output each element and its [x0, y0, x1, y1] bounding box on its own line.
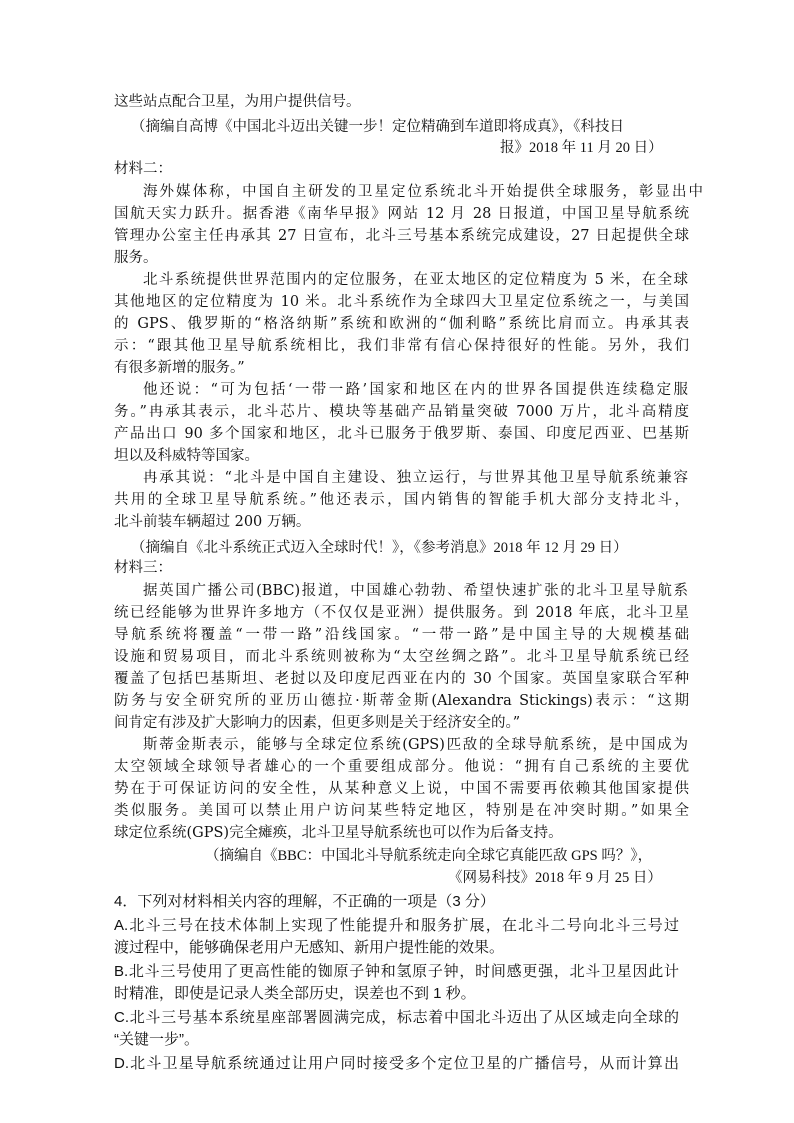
- option-b-line-2: 时精准，即使是记录人类全部历史，误差也不到 1 秒。: [114, 985, 476, 1002]
- m3-p1-line-1: 据英国广播公司(BBC)报道，中国雄心勃勃、希望快速扩张的北斗卫星导航系: [143, 583, 688, 599]
- material3-citation-line-2: 《网易科技》2018 年 9 月 25 日）: [448, 870, 662, 886]
- m2-p2-line-1: 北斗系统提供世界范围内的定位服务，在亚太地区的定位精度为 5 米，在全球: [143, 272, 688, 288]
- m3-p1-line-3: 导航系统将覆盖“一带一路”沿线国家。“一带一路”是中国主导的大规模基础: [114, 627, 689, 643]
- m3-p2-line-2: 太空领域全球领导者雄心的一个重要组成部分。他说：“拥有自己系统的主要优: [114, 759, 689, 775]
- option-d-line-1: D.北斗卫星导航系统通过让用户同时接受多个定位卫星的广播信号，从而计算出: [114, 1055, 679, 1072]
- m2-p1-line-2: 国航天实力跃升。据香港《南华早报》网站 12 月 28 日报道，中国卫星导航系统: [114, 206, 689, 222]
- m2-p3-line-4: 坦以及科威特等国家。: [114, 448, 259, 464]
- intro-line: 这些站点配合卫星，为用户提供信号。: [114, 94, 361, 110]
- m3-p2-line-5: 球定位系统(GPS)完全瘫痪，北斗卫星导航系统也可以作为后备支持。: [114, 825, 563, 841]
- option-c-line-1: C.北斗三号基本系统星座部署圆满完成，标志着中国北斗迈出了从区域走向全球的: [114, 1009, 679, 1026]
- intro-citation-line-1: （摘编自高博《中国北斗迈出关键一步！定位精确到车道即将成真》，《科技日: [131, 119, 624, 135]
- material2-citation: （摘编自《北斗系统正式迈入全球时代！》，《参考消息》2018 年 12 月 29 日）: [131, 540, 628, 556]
- m3-p1-line-2: 统已经能够为世界许多地方（不仅仅是亚洲）提供服务。到 2018 年底，北斗卫星: [114, 605, 689, 621]
- m3-p1-line-7: 间肯定有涉及扩大影响力的因素，但更多则是关于经济安全的。”: [114, 715, 521, 731]
- m2-p2-line-2: 其他地区的定位精度为 10 米。北斗系统作为全球四大卫星定位系统之一，与美国: [114, 294, 689, 310]
- m2-p3-line-1: 他还说：“可为包括‘一带一路’国家和地区在内的世界各国提供连续稳定服: [143, 382, 688, 398]
- material2-heading: 材料二：: [114, 161, 172, 177]
- question-4-stem: 4．下列对材料相关内容的理解，不正确的一项是（3 分）: [114, 893, 495, 910]
- m2-p2-line-5: 有很多新增的服务。”: [114, 360, 245, 376]
- option-a-line-1: A.北斗三号在技术体制上实现了性能提升和服务扩展，在北斗二号向北斗三号过: [114, 917, 679, 934]
- intro-citation-line-2: 报》2018 年 11 月 20 日）: [500, 140, 663, 156]
- m3-p1-line-4: 设施和贸易项目，而北斗系统则被称为“太空丝绸之路”。北斗卫星导航系统已经: [114, 649, 689, 665]
- m3-p2-line-3: 势在于可保证访问的安全性，从某种意义上说，中国不需要再依赖其他国家提供: [114, 781, 689, 797]
- option-a-line-2: 渡过程中，能够确保老用户无感知、新用户提性能的效果。: [114, 939, 505, 956]
- m3-p2-line-4: 类似服务。美国可以禁止用户访问某些特定地区，特别是在冲突时期。”如果全: [114, 803, 689, 819]
- m3-p2-line-1: 斯蒂金斯表示，能够与全球定位系统(GPS)匹敌的全球导航系统，是中国成为: [143, 737, 688, 753]
- m2-p2-line-3: 的 GPS、俄罗斯的“格洛纳斯”系统和欧洲的“伽利略”系统比肩而立。冉承其表: [114, 316, 689, 332]
- option-b-line-1: B.北斗三号使用了更高性能的铷原子钟和氢原子钟，时间感更强，北斗卫星因此计: [114, 963, 679, 980]
- m2-p1-line-1: 海外媒体称，中国自主研发的卫星定位系统北斗开始提供全球服务，彰显出中: [143, 184, 703, 200]
- m2-p3-line-2: 务。”冉承其表示，北斗芯片、模块等基础产品销量突破 7000 万片，北斗高精度: [114, 404, 689, 420]
- m3-p1-line-5: 覆盖了包括巴基斯坦、老挝以及印度尼西亚在内的 30 个国家。英国皇家联合军种: [114, 671, 689, 687]
- material3-heading: 材料三：: [114, 560, 172, 576]
- material3-citation-line-1: （摘编自《BBC：中国北斗导航系统走向全球它真能匹敌 GPS 吗？》，: [205, 848, 653, 864]
- m3-p1-line-6: 防务与安全研究所的亚历山德拉·斯蒂金斯(Alexandra Stickings)表示：“这期: [114, 693, 689, 709]
- m2-p4-line-3: 北斗前装车辆超过 200 万辆。: [114, 514, 311, 530]
- m2-p4-line-2: 共用的全球卫星导航系统。”他还表示，国内销售的智能手机大部分支持北斗，: [114, 492, 689, 508]
- m2-p4-line-1: 冉承其说：“北斗是中国自主建设、独立运行，与世界其他卫星导航系统兼容: [143, 470, 688, 486]
- m2-p2-line-4: 示：“跟其他卫星导航系统相比，我们非常有信心保持很好的性能。另外，我们: [114, 338, 689, 354]
- m2-p1-line-4: 服务。: [114, 250, 158, 266]
- m2-p1-line-3: 管理办公室主任冉承其 27 日宣布，北斗三号基本系统完成建设，27 日起提供全球: [114, 228, 689, 244]
- option-c-line-2: “关键一步”。: [114, 1031, 199, 1048]
- m2-p3-line-3: 产品出口 90 多个国家和地区，北斗已服务于俄罗斯、泰国、印度尼西亚、巴基斯: [114, 426, 689, 442]
